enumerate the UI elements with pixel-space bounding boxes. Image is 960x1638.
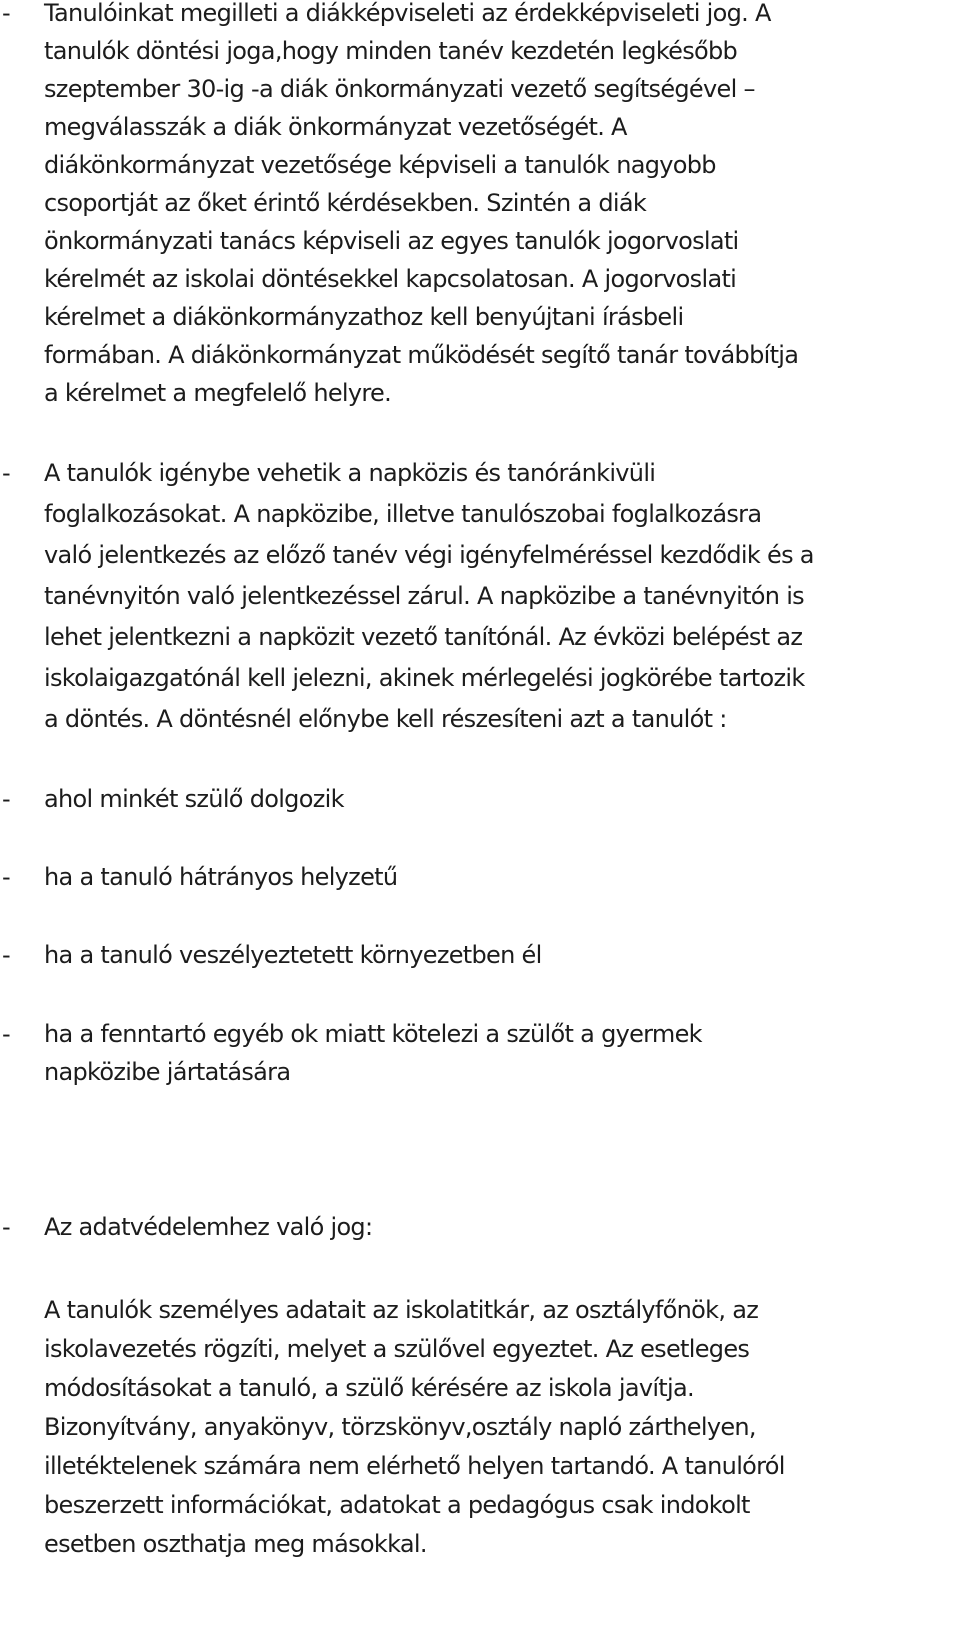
list-item-continuation: napközibe jártatására (44, 1058, 291, 1086)
list-dash: - (2, 0, 10, 27)
list-item: ahol minkét szülő dolgozik (44, 785, 344, 813)
list-item: ha a tanuló veszélyeztetett környezetben él (44, 941, 542, 969)
list-item: ha a fenntartó egyéb ok miatt kötelezi a szülőt a gyermek (44, 1020, 702, 1048)
paragraph-line: formában. A diákönkormányzat működését segítő tanár továbbítja (44, 341, 799, 369)
paragraph-line: megválasszák a diák önkormányzat vezetőségét. A (44, 113, 627, 141)
paragraph-line: iskolavezetés rögzíti, melyet a szülővel egyeztet. Az esetleges (44, 1335, 750, 1363)
paragraph-line: kérelmet a diákönkormányzathoz kell benyújtani írásbeli (44, 303, 684, 331)
list-dash: - (2, 1020, 10, 1048)
list-item: ha a tanuló hátrányos helyzetű (44, 863, 398, 891)
paragraph-line: önkormányzati tanács képviseli az egyes tanulók jogorvoslati (44, 227, 739, 255)
paragraph-line: a döntés. A döntésnél előnybe kell részesíteni azt a tanulót : (44, 705, 727, 733)
paragraph-line: lehet jelentkezni a napközit vezető tanítónál. Az évközi belépést az (44, 623, 803, 651)
paragraph-line: módosításokat a tanuló, a szülő kérésére az iskola javítja. (44, 1374, 694, 1402)
paragraph-line: foglalkozásokat. A napközibe, illetve tanulószobai foglalkozásra (44, 500, 762, 528)
paragraph-line: Tanulóinkat megilleti a diákképviseleti az érdekképviseleti jog. A (44, 0, 771, 27)
paragraph-line: illetéktelenek számára nem elérhető helyen tartandó. A tanulóról (44, 1452, 785, 1480)
paragraph-line: beszerzett információkat, adatokat a pedagógus csak indokolt (44, 1491, 750, 1519)
paragraph-line: kérelmét az iskolai döntésekkel kapcsolatosan. A jogorvoslati (44, 265, 737, 293)
paragraph-line: iskolaigazgatónál kell jelezni, akinek mérlegelési jogkörébe tartozik (44, 664, 805, 692)
paragraph-line: A tanulók személyes adatait az iskolatitkár, az osztályfőnök, az (44, 1296, 759, 1324)
section-heading: Az adatvédelemhez való jog: (44, 1213, 373, 1241)
paragraph-line: A tanulók igénybe vehetik a napközis és tanóránkivüli (44, 459, 656, 487)
list-dash: - (2, 1213, 10, 1241)
paragraph-line: diákönkormányzat vezetősége képviseli a tanulók nagyobb (44, 151, 716, 179)
list-dash: - (2, 941, 10, 969)
paragraph-line: szeptember 30-ig -a diák önkormányzati vezető segítségével – (44, 75, 755, 103)
paragraph-line: Bizonyítvány, anyakönyv, törzskönyv,osztály napló zárthelyen, (44, 1413, 756, 1441)
paragraph-line: tanévnyitón való jelentkezéssel zárul. A napközibe a tanévnyitón is (44, 582, 804, 610)
paragraph-line: csoportját az őket érintő kérdésekben. Szintén a diák (44, 189, 647, 217)
paragraph-line: a kérelmet a megfelelő helyre. (44, 379, 392, 407)
paragraph-line: tanulók döntési joga,hogy minden tanév kezdetén legkésőbb (44, 37, 738, 65)
list-dash: - (2, 459, 10, 487)
paragraph-line: való jelentkezés az előző tanév végi igényfelméréssel kezdődik és a (44, 541, 814, 569)
paragraph-line: esetben oszthatja meg másokkal. (44, 1530, 427, 1558)
list-dash: - (2, 785, 10, 813)
list-dash: - (2, 863, 10, 891)
